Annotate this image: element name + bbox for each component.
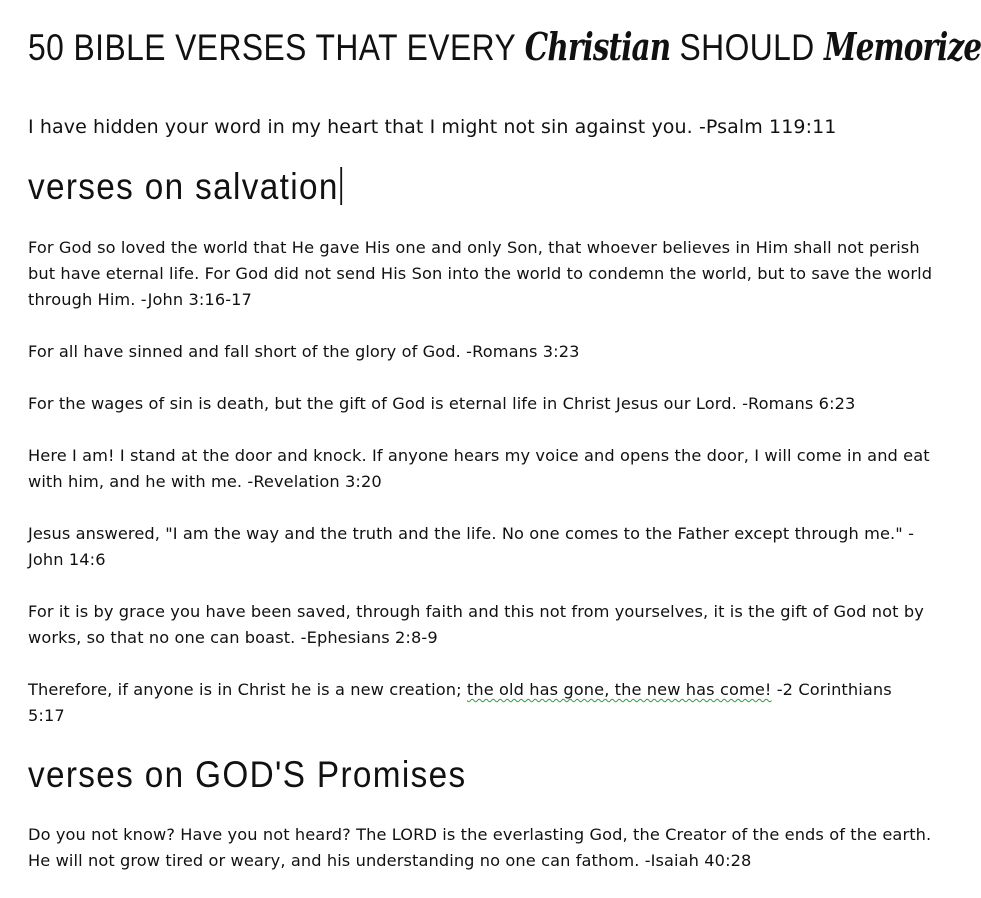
grammar-flagged-text[interactable]: the old has gone, the new has come!: [466, 680, 772, 699]
title-part-1: 50 BIBLE VERSES THAT EVERY: [28, 27, 516, 68]
verse-romans-3-23: For all have sinned and fall short of the glory of God. -Romans 3:23: [28, 342, 580, 361]
text-cursor: [341, 167, 343, 205]
section-heading-salvation-text: verses on salvation: [28, 166, 339, 207]
intro-verse: I have hidden your word in my heart that I might not sin against you. -Psalm 119:11: [28, 116, 837, 138]
verse-isaiah-40-28: Do you not know? Have you not heard? The LORD is the everlasting God, the Creator of the ends of the earth. He will not grow tired or weary, and his understanding no one can fathom. -Isaiah 40:28: [28, 825, 932, 870]
section-heading-promises: verses on GOD'S Promises: [28, 754, 467, 795]
document-title: [28, 24, 981, 69]
verse-text-after: -2 Corinthians 5:17: [28, 680, 892, 725]
title-script-memorize: Memorize: [823, 24, 981, 69]
verse-romans-6-23: For the wages of sin is death, but the gift of God is eternal life in Christ Jesus our Lord. -Romans 6:23: [28, 394, 856, 413]
verse-2-corinthians-5-17: [28, 677, 933, 729]
verse-revelation-3-20: Here I am! I stand at the door and knock. If anyone hears my voice and opens the door, I will come in and eat with him, and he with me. -Revelation 3:20: [28, 446, 930, 491]
verse-john-3-16: For God so loved the world that He gave His one and only Son, that whoever believes in Him shall not perish but have eternal life. For God did not send His Son into the world to condemn the world, but to save the world through Him. -John 3:16-17: [28, 238, 933, 309]
title-script-christian: Christian: [524, 24, 671, 69]
verse-text-before: Therefore, if anyone is in Christ he is a new creation;: [28, 680, 467, 699]
section-heading-salvation[interactable]: [28, 166, 342, 208]
title-part-3: SHOULD: [679, 27, 815, 68]
verse-john-14-6: Jesus answered, "I am the way and the truth and the life. No one comes to the Father except through me." -John 14:6: [28, 524, 915, 569]
verse-ephesians-2-8: For it is by grace you have been saved, through faith and this not from yourselves, it is the gift of God not by works, so that no one can boast. -Ephesians 2:8-9: [28, 602, 924, 647]
